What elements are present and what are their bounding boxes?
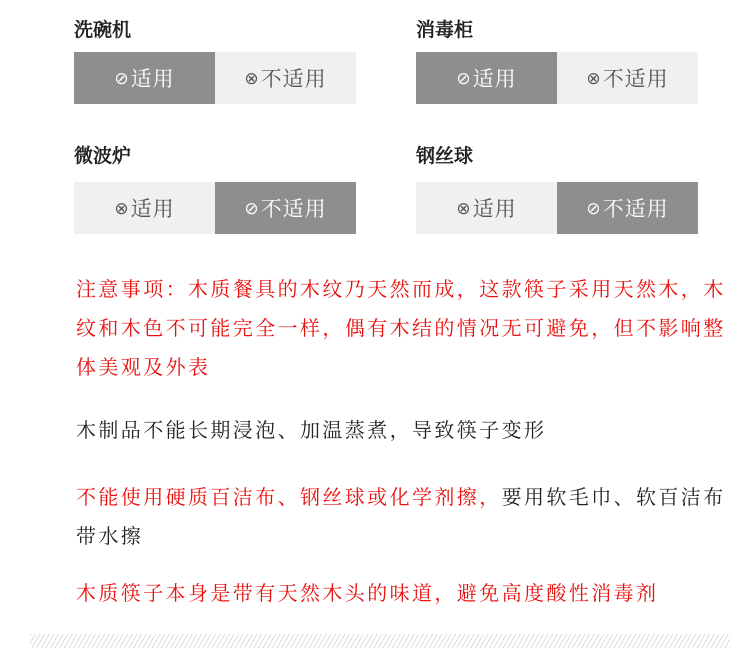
x-circle-icon: ⊗: [244, 69, 260, 89]
smell-note: 木质筷子本身是带有天然木头的味道，避免高度酸性消毒剂: [76, 581, 659, 605]
option-label: 不适用: [260, 197, 327, 221]
option-label: 适用: [472, 197, 517, 221]
check-circle-icon: ⊘: [244, 199, 260, 219]
dishwasher-toggle: [74, 52, 356, 104]
option-label: 适用: [472, 67, 517, 91]
option-label: 不适用: [260, 67, 327, 91]
cleaning-note: [76, 478, 726, 556]
option-label: 适用: [130, 197, 175, 221]
option-label: 不适用: [602, 67, 669, 91]
steel-wool-toggle: [416, 182, 698, 234]
check-circle-icon: ⊘: [114, 69, 130, 89]
disinfection-cabinet-toggle: [416, 52, 698, 104]
microwave-option-suitable[interactable]: [74, 182, 215, 234]
microwave-toggle: [74, 182, 356, 234]
steel-wool-option-suitable[interactable]: [416, 182, 557, 234]
option-label: 不适用: [602, 197, 669, 221]
decorative-divider: [30, 634, 730, 648]
x-circle-icon: ⊗: [586, 69, 602, 89]
x-circle-icon: ⊗: [114, 199, 130, 219]
microwave-option-unsuitable[interactable]: [215, 182, 356, 234]
dishwasher-option-suitable[interactable]: [74, 52, 215, 104]
disinfection-cabinet-option-suitable[interactable]: [416, 52, 557, 104]
x-circle-icon: ⊗: [456, 199, 472, 219]
check-circle-icon: ⊘: [456, 69, 472, 89]
option-label: 适用: [130, 67, 175, 91]
steel-wool-title: 钢丝球: [416, 145, 474, 167]
disinfection-cabinet-option-unsuitable[interactable]: [557, 52, 698, 104]
precautions-note: 注意事项：木质餐具的木纹乃天然而成，这款筷子采用天然木，木纹和木色不可能完全一样，偶有木结的情况无可避免，但不影响整体美观及外表: [76, 277, 726, 379]
disinfection-cabinet-title: 消毒柜: [416, 19, 474, 41]
check-circle-icon: ⊘: [586, 199, 602, 219]
dishwasher-title: 洗碗机: [74, 19, 132, 41]
microwave-title: 微波炉: [74, 145, 132, 167]
dishwasher-option-unsuitable[interactable]: [215, 52, 356, 104]
cleaning-advice-text: 要用软毛巾、软百洁布带水擦: [76, 485, 726, 548]
no-soak-note: 木制品不能长期浸泡、加温蒸煮，导致筷子变形: [76, 418, 547, 442]
steel-wool-option-unsuitable[interactable]: [557, 182, 698, 234]
cleaning-warning-text: 不能使用硬质百洁布、钢丝球或化学剂擦，: [76, 485, 502, 509]
